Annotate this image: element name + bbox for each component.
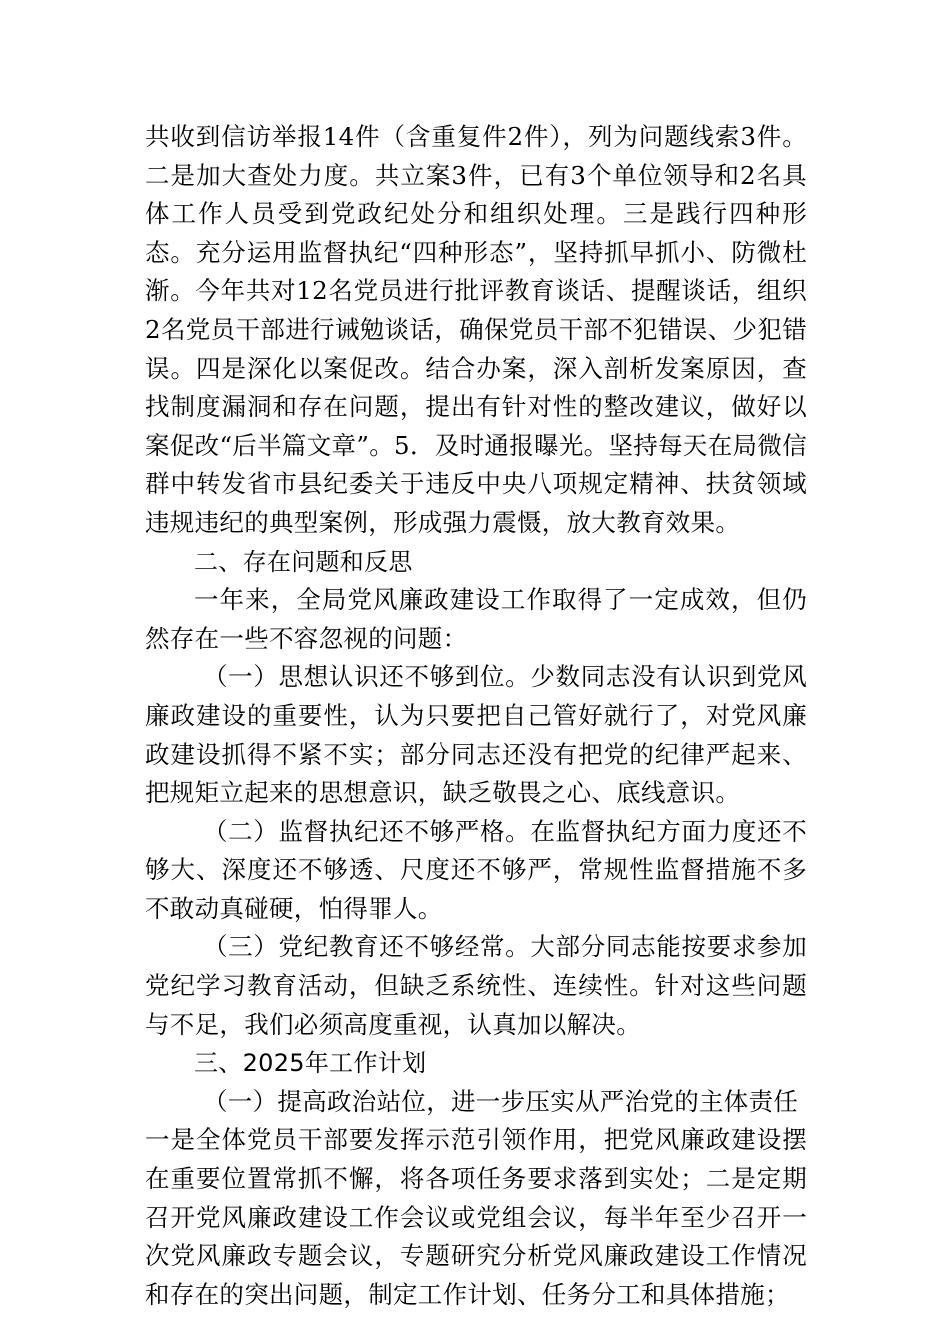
subheading-4: （二）监督执纪还不够严格。 xyxy=(203,816,531,846)
paragraph-4-body: 在监督执纪方面力度还不够大、深度还不够透、尺度还不够严，常规性监督措施不多不敢动真碰硬，怕得罪人。 xyxy=(145,816,807,923)
paragraph-4 xyxy=(145,813,807,929)
document-body xyxy=(145,118,807,1314)
paragraph-3-body: 少数同志没有认识到党风廉政建设的重要性，认为只要把自己管好就行了，对党风廉政建设抓得不紧不实；部分同志还没有把党的纪律严起来、把规矩立起来的思想意识，缺乏敬畏之心、底线意识。 xyxy=(145,662,807,808)
subheading-5: （三）党纪教育还不够经常。 xyxy=(203,932,531,962)
paragraph-5 xyxy=(145,928,807,1044)
paragraph-3 xyxy=(145,658,807,812)
paragraph-6-body: 一是全体党员干部要发挥示范引领作用，把党风廉政建设摆在重要位置常抓不懈，将各项任务要求落到实处；二是定期召开党风廉政建设工作会议或党组会议，每半年至少召开一次党风廉政专题会议，专题研究分析党风廉政建设工作情况和存在的突出问题，制定工作计划、任务分工和具体措施； xyxy=(145,1125,807,1309)
subheading-6: （一）提高政治站位，进一步压实从严治党的主体责任 xyxy=(203,1086,799,1116)
section-heading-3: 三、2025年工作计划 xyxy=(194,1049,427,1078)
paragraph-5-body: 大部分同志能按要求参加党纪学习教育活动，但缺乏系统性、连续性。针对这些问题与不足，我们必须高度重视，认真加以解决。 xyxy=(145,932,807,1039)
subheading-3: （一）思想认识还不够到位。 xyxy=(203,662,531,692)
section-heading-2: 二、存在问题和反思 xyxy=(194,547,413,576)
paragraph-6-title xyxy=(145,1083,807,1122)
paragraph-1: 共收到信访举报14件（含重复件2件），列为问题线索3件。二是加大查处力度。共立案3件，已有3个单位领导和2名具体工作人员受到党政纪处分和组织处理。三是践行四种形态。充分运用监督执纪“四种形态”，坚持抓早抓小、防微杜渐。今年共对12名党员进行批评教育谈话、提醒谈话，组织2名党员干部进行诫勉谈话，确保党员干部不犯错误、少犯错误。四是深化以案促改。结合办案，深入剖析发案原因，查找制度漏洞和存在问题，提出有针对性的整改建议，做好以案促改“后半篇文章”。5．及时通报曝光。坚持每天在局微信群中转发省市县纪委关于违反中央八项规定精神、扶贫领域违规违纪的典型案例，形成强力震慑，放大教育效果。 xyxy=(145,122,807,537)
paragraph-2: 一年来，全局党风廉政建设工作取得了一定成效，但仍然存在一些不容忽视的问题： xyxy=(145,585,807,653)
